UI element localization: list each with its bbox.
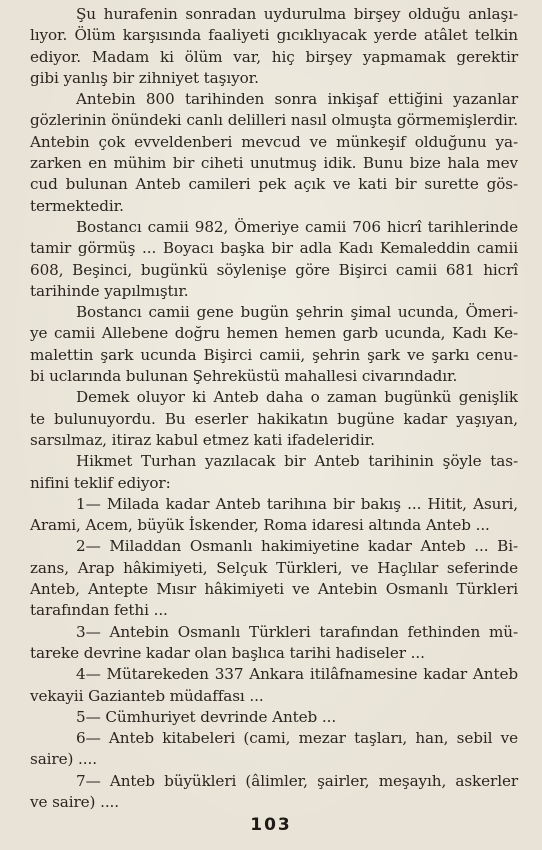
text-line: Arami, Acem, büyük İskender, Roma idaresi altında Anteb ... [30,516,490,535]
text-line: ediyor. Madam ki ölüm var, hiç birşey yapmamak gerektir [30,47,518,66]
list-item [30,536,518,621]
list-item [30,728,518,771]
text-line: sarsılmaz, itiraz kabul etmez kati ifadeleridir. [30,430,375,449]
list-item [30,707,518,728]
paragraph [30,217,518,302]
text-line: gibi yanlış bir zihniyet taşıyor. [30,68,259,87]
text-line: Hikmet Turhan yazılacak bir Anteb tarihinin şöyle tas- [76,452,518,471]
text-line: Bostancı camii gene bugün şehrin şimal ucunda, Ömeri- [76,303,518,322]
text-line: vekayii Gazianteb müdaffası ... [30,686,264,705]
text-line: Antebin 800 tarihinden sonra inkişaf ettiğini yazanlar [76,90,518,109]
text-line: 7— Anteb büyükleri (âlimler, şairler, meşayıh, askerler [76,771,518,790]
list-item [30,771,518,814]
page-number: 103 [250,815,292,835]
text-line: 4— Mütarekeden 337 Ankara itilâfnamesine kadar Anteb [76,665,518,684]
text-line: Anteb, Antepte Mısır hâkimiyeti ve Antebin Osmanlı Türkleri [30,580,518,599]
text-line: gözlerinin önündeki canlı delilleri nasıl olmuşta görmemişlerdir. [30,111,518,130]
body-text [30,4,518,813]
list-item [30,664,518,707]
text-line: Demek oluyor ki Anteb daha o zaman bugünkü genişlik [76,388,518,407]
text-line: 3— Antebin Osmanlı Türkleri tarafından fethinden mü- [76,622,518,641]
list-item [30,494,518,537]
paragraph [30,451,518,494]
text-line: bi uclarında bulunan Şehreküstü mahallesi civarındadır. [30,367,458,386]
text-line: 1— Milada kadar Anteb tarihına bir bakış ... Hitit, Asuri, [76,494,518,513]
text-line: tarihinde yapılmıştır. [30,281,189,300]
text-line: ye camii Allebene doğru hemen hemen garb ucunda, Kadı Ke- [30,324,518,343]
paragraph [30,387,518,451]
text-line: cud bulunan Anteb camileri pek açık ve kati bir surette gös- [30,175,518,194]
text-line: malettin şark ucunda Bişirci camii, şehrin şark ve şarkı cenu- [30,345,518,364]
text-line: tarafından fethi ... [30,601,168,620]
text-line: zans, Arap hâkimiyeti, Selçuk Türkleri, ve Haçlılar seferinde [30,558,518,577]
paragraph [30,89,518,217]
text-line: saire) .... [30,750,97,769]
text-line: 6— Anteb kitabeleri (cami, mezar taşları, han, sebil ve [76,729,518,748]
text-line: Antebin çok evveldenberi mevcud ve münkeşif olduğunu ya- [30,132,518,151]
text-line: ve saire) .... [30,792,120,811]
list-item [30,622,518,665]
text-line: Bostancı camii 982, Ömeriye camii 706 hicrî tarihlerinde [76,217,518,236]
text-line: termektedir. [30,196,124,215]
paragraph [30,302,518,387]
text-line: 2— Miladdan Osmanlı hakimiyetine kadar Anteb ... Bi- [76,537,518,556]
text-line: tareke devrine kadar olan başlıca tarihi hadiseler ... [30,643,425,662]
text-line: lıyor. Ölüm karşısında faaliyeti gıcıklıyacak yerde atâlet telkin [30,26,518,45]
text-line: zarken en mühim bir ciheti unutmuş idik. Bunu bize hala mev [30,154,518,173]
text-line: nifini teklif ediyor: [30,473,171,492]
paragraph [30,4,518,89]
text-line: te bulunuyordu. Bu eserler hakikatın bugüne kadar yaşıyan, [30,409,518,428]
text-line: 608, Beşinci, bugünkü söylenişe göre Bişirci camii 681 hicrî [30,260,518,279]
text-line: tamir görmüş ... Boyacı başka bir adla Kadı Kemaleddin camii [30,239,518,258]
text-line: 5— Cümhuriyet devrinde Anteb ... [76,707,337,726]
text-line: Şu hurafenin sonradan uydurulma birşey olduğu anlaşı- [76,5,518,23]
